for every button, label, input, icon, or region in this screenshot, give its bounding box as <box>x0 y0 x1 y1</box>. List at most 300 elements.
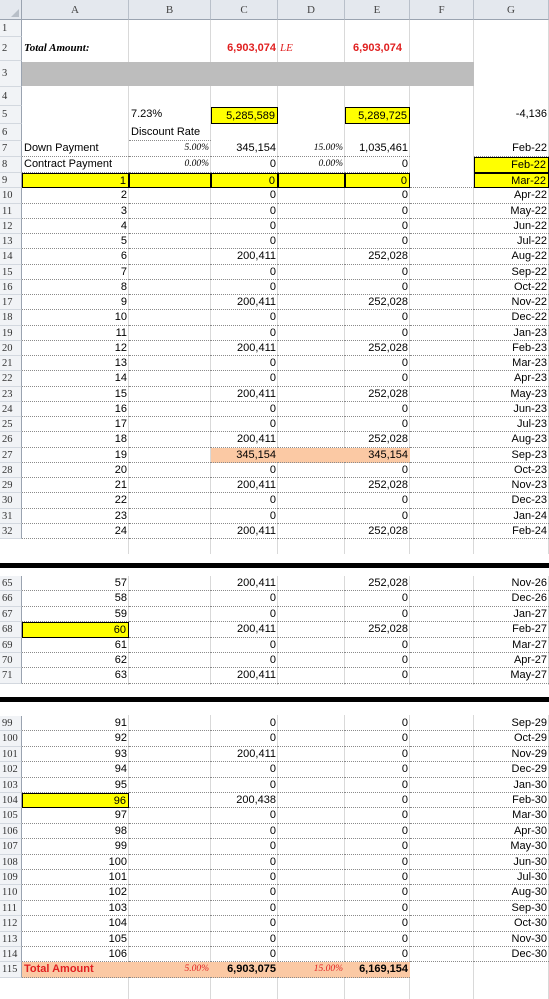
installment-number-cell[interactable]: 106 <box>22 947 129 962</box>
cell-d[interactable] <box>278 808 345 823</box>
installment-number-cell[interactable]: 3 <box>22 204 129 219</box>
row-header[interactable]: 32 <box>0 524 22 539</box>
due-date-cell[interactable]: Dec-29 <box>474 762 549 777</box>
cell-d[interactable] <box>278 591 345 606</box>
cell-d[interactable] <box>278 295 345 310</box>
row-header[interactable]: 30 <box>0 493 22 508</box>
payment-e-cell[interactable]: 0 <box>345 731 410 746</box>
payment-e-cell[interactable]: 0 <box>345 778 410 793</box>
cell-f[interactable] <box>410 932 474 947</box>
row-header[interactable]: 25 <box>0 417 22 432</box>
payment-c-cell[interactable]: 0 <box>211 310 278 325</box>
payment-e-cell[interactable]: 0 <box>345 638 410 653</box>
row-header[interactable]: 115 <box>0 962 22 978</box>
cell-f[interactable] <box>410 478 474 493</box>
cell-d[interactable] <box>278 778 345 793</box>
payment-e-cell[interactable]: 0 <box>345 762 410 777</box>
row-header[interactable]: 100 <box>0 731 22 746</box>
cell-f[interactable] <box>410 638 474 653</box>
due-date-cell[interactable]: Aug-22 <box>474 249 549 264</box>
payment-c-cell[interactable]: 200,411 <box>211 478 278 493</box>
cell-b[interactable] <box>129 824 211 839</box>
cell-b[interactable] <box>129 885 211 900</box>
installment-number-cell[interactable]: 103 <box>22 901 129 916</box>
payment-c-cell[interactable]: 0 <box>211 417 278 432</box>
payment-e-cell[interactable]: 252,028 <box>345 524 410 539</box>
cell-b[interactable] <box>129 341 211 356</box>
payment-e-cell[interactable]: 0 <box>345 188 410 203</box>
cell-f[interactable] <box>410 326 474 341</box>
cell-b[interactable] <box>129 716 211 731</box>
cell-f[interactable] <box>410 265 474 280</box>
due-date-cell[interactable]: Jun-22 <box>474 219 549 234</box>
cell-b[interactable] <box>129 747 211 762</box>
cell-f[interactable] <box>410 901 474 916</box>
due-date-cell[interactable]: Sep-22 <box>474 265 549 280</box>
total-b-pct[interactable]: 5.00% <box>129 962 211 978</box>
column-header-c[interactable]: C <box>211 0 278 20</box>
cell-f[interactable] <box>410 653 474 668</box>
due-date-cell[interactable]: Jan-24 <box>474 509 549 524</box>
payment-c-cell[interactable]: 0 <box>211 607 278 622</box>
installment-number-cell[interactable]: 94 <box>22 762 129 777</box>
cell-b[interactable] <box>129 417 211 432</box>
cell-b[interactable] <box>129 356 211 371</box>
payment-c-cell[interactable]: 200,411 <box>211 295 278 310</box>
due-date-cell[interactable]: Jan-30 <box>474 778 549 793</box>
cell-f[interactable] <box>410 839 474 854</box>
installment-number-cell[interactable]: 62 <box>22 653 129 668</box>
payment-e-cell[interactable]: 0 <box>345 747 410 762</box>
cell-b[interactable] <box>129 855 211 870</box>
due-date-cell[interactable]: Mar-27 <box>474 638 549 653</box>
cell-f[interactable] <box>410 310 474 325</box>
payment-e-cell[interactable]: 0 <box>345 855 410 870</box>
payment-c-cell[interactable]: 0 <box>211 173 278 188</box>
cell-f[interactable] <box>410 234 474 249</box>
contract-payment-e-value[interactable]: 0 <box>345 157 410 173</box>
cell-d[interactable] <box>278 947 345 962</box>
row-header[interactable]: 24 <box>0 402 22 417</box>
cell-f[interactable] <box>410 280 474 295</box>
payment-c-cell[interactable]: 0 <box>211 402 278 417</box>
cell-b[interactable] <box>129 326 211 341</box>
payment-c-cell[interactable]: 0 <box>211 463 278 478</box>
cell-d[interactable] <box>278 793 345 808</box>
installment-number-cell[interactable]: 97 <box>22 808 129 823</box>
cell-f[interactable] <box>410 204 474 219</box>
cell-b[interactable] <box>129 402 211 417</box>
payment-c-cell[interactable]: 0 <box>211 916 278 931</box>
row-header[interactable]: 66 <box>0 591 22 606</box>
cell-f[interactable] <box>410 793 474 808</box>
cell-b[interactable] <box>129 607 211 622</box>
cell-b[interactable] <box>129 280 211 295</box>
cell-d[interactable] <box>278 901 345 916</box>
payment-c-cell[interactable]: 0 <box>211 839 278 854</box>
payment-c-cell[interactable]: 0 <box>211 234 278 249</box>
row-header[interactable]: 7 <box>0 141 22 157</box>
cell-b[interactable] <box>129 371 211 386</box>
installment-number-cell[interactable]: 96 <box>22 793 129 808</box>
contract-payment-date[interactable]: Feb-22 <box>474 157 549 173</box>
installment-number-cell[interactable]: 5 <box>22 234 129 249</box>
payment-e-cell[interactable]: 0 <box>345 932 410 947</box>
installment-number-cell[interactable]: 61 <box>22 638 129 653</box>
row-header[interactable]: 71 <box>0 668 22 683</box>
column-header-e[interactable]: E <box>345 0 410 20</box>
payment-c-cell[interactable]: 0 <box>211 509 278 524</box>
payment-e-cell[interactable]: 0 <box>345 280 410 295</box>
row-header[interactable]: 23 <box>0 387 22 402</box>
installment-number-cell[interactable]: 57 <box>22 576 129 591</box>
row-header[interactable]: 111 <box>0 901 22 916</box>
cell-f[interactable] <box>410 356 474 371</box>
payment-c-cell[interactable]: 0 <box>211 778 278 793</box>
installment-number-cell[interactable]: 60 <box>22 622 129 637</box>
cell-d[interactable] <box>278 653 345 668</box>
due-date-cell[interactable]: Mar-23 <box>474 356 549 371</box>
row-header[interactable]: 26 <box>0 432 22 447</box>
row-header[interactable]: 70 <box>0 653 22 668</box>
due-date-cell[interactable]: Jul-30 <box>474 870 549 885</box>
currency-label[interactable]: LE <box>280 42 293 54</box>
down-payment-c-value[interactable]: 345,154 <box>211 141 278 157</box>
row-header[interactable]: 21 <box>0 356 22 371</box>
due-date-cell[interactable]: Mar-30 <box>474 808 549 823</box>
cell-b[interactable] <box>129 591 211 606</box>
payment-e-cell[interactable]: 0 <box>345 219 410 234</box>
payment-e-cell[interactable]: 0 <box>345 173 410 188</box>
cell-d[interactable] <box>278 668 345 683</box>
total-amount-e-value[interactable]: 6,903,074 <box>353 42 402 54</box>
payment-e-cell[interactable]: 0 <box>345 463 410 478</box>
installment-number-cell[interactable]: 6 <box>22 249 129 264</box>
cell-b[interactable] <box>129 653 211 668</box>
cell-b[interactable] <box>129 901 211 916</box>
contract-payment-b-pct[interactable]: 0.00% <box>129 157 211 173</box>
cell-f[interactable] <box>410 417 474 432</box>
due-date-cell[interactable]: Apr-23 <box>474 371 549 386</box>
due-date-cell[interactable]: Apr-30 <box>474 824 549 839</box>
cell-d[interactable] <box>278 371 345 386</box>
cell-f[interactable] <box>410 607 474 622</box>
total-d-pct[interactable]: 15.00% <box>278 962 345 978</box>
total-amount-header-label[interactable]: Total Amount: <box>24 42 90 54</box>
cell-b[interactable] <box>129 265 211 280</box>
installment-number-cell[interactable]: 11 <box>22 326 129 341</box>
cell-f[interactable] <box>410 509 474 524</box>
cell-b[interactable] <box>129 762 211 777</box>
payment-c-cell[interactable]: 0 <box>211 188 278 203</box>
cell-d[interactable] <box>278 916 345 931</box>
row-header[interactable]: 99 <box>0 716 22 731</box>
cell-d[interactable] <box>278 747 345 762</box>
payment-c-cell[interactable]: 200,411 <box>211 622 278 637</box>
cell-f[interactable] <box>410 524 474 539</box>
payment-c-cell[interactable]: 0 <box>211 280 278 295</box>
cell-f[interactable] <box>410 493 474 508</box>
cell-f[interactable] <box>410 947 474 962</box>
payment-c-cell[interactable]: 0 <box>211 265 278 280</box>
payment-c-cell[interactable]: 0 <box>211 591 278 606</box>
cell-d[interactable] <box>278 173 345 188</box>
cell-f[interactable] <box>410 747 474 762</box>
cell-f-total[interactable] <box>410 962 474 978</box>
row-header[interactable]: 12 <box>0 219 22 234</box>
payment-e-cell[interactable]: 0 <box>345 326 410 341</box>
cell-f[interactable] <box>410 855 474 870</box>
row-header[interactable]: 10 <box>0 188 22 203</box>
row-header[interactable]: 17 <box>0 295 22 310</box>
cell-d[interactable] <box>278 310 345 325</box>
cell-f[interactable] <box>410 173 474 188</box>
payment-e-cell[interactable]: 0 <box>345 234 410 249</box>
row-header[interactable]: 6 <box>0 124 22 141</box>
cell-d[interactable] <box>278 280 345 295</box>
installment-number-cell[interactable]: 4 <box>22 219 129 234</box>
cell-b[interactable] <box>129 932 211 947</box>
down-payment-b-pct[interactable]: 5.00% <box>129 141 211 157</box>
installment-number-cell[interactable]: 100 <box>22 855 129 870</box>
installment-number-cell[interactable]: 8 <box>22 280 129 295</box>
cell-d[interactable] <box>278 249 345 264</box>
payment-c-cell[interactable]: 0 <box>211 870 278 885</box>
installment-number-cell[interactable]: 17 <box>22 417 129 432</box>
cell-f[interactable] <box>410 916 474 931</box>
due-date-cell[interactable]: Feb-30 <box>474 793 549 808</box>
cell-b[interactable] <box>129 839 211 854</box>
installment-number-cell[interactable]: 15 <box>22 387 129 402</box>
payment-e-cell[interactable]: 0 <box>345 493 410 508</box>
cell-b[interactable] <box>129 576 211 591</box>
cell-d[interactable] <box>278 607 345 622</box>
installment-number-cell[interactable]: 23 <box>22 509 129 524</box>
row-header[interactable]: 103 <box>0 778 22 793</box>
cell-b[interactable] <box>129 173 211 188</box>
installment-number-cell[interactable]: 24 <box>22 524 129 539</box>
due-date-cell[interactable]: May-22 <box>474 204 549 219</box>
payment-c-cell[interactable]: 0 <box>211 638 278 653</box>
payment-c-cell[interactable]: 0 <box>211 762 278 777</box>
due-date-cell[interactable]: Nov-26 <box>474 576 549 591</box>
cell-b[interactable] <box>129 219 211 234</box>
cell-d[interactable] <box>278 387 345 402</box>
column-header-f[interactable]: F <box>410 0 474 20</box>
cell-b[interactable] <box>129 295 211 310</box>
payment-e-cell[interactable]: 0 <box>345 653 410 668</box>
installment-number-cell[interactable]: 14 <box>22 371 129 386</box>
row-header[interactable]: 5 <box>0 106 22 124</box>
payment-e-cell[interactable]: 0 <box>345 509 410 524</box>
row-header[interactable]: 104 <box>0 793 22 808</box>
due-date-cell[interactable]: Sep-30 <box>474 901 549 916</box>
installment-number-cell[interactable]: 19 <box>22 448 129 463</box>
payment-e-cell[interactable]: 0 <box>345 824 410 839</box>
due-date-cell[interactable]: Jan-27 <box>474 607 549 622</box>
cell-d[interactable] <box>278 638 345 653</box>
cell-f[interactable] <box>410 402 474 417</box>
payment-e-cell[interactable]: 0 <box>345 901 410 916</box>
cell-d[interactable] <box>278 341 345 356</box>
due-date-cell[interactable]: Nov-22 <box>474 295 549 310</box>
payment-c-cell[interactable]: 200,411 <box>211 249 278 264</box>
cell-f[interactable] <box>410 762 474 777</box>
grey-banner-cell[interactable] <box>22 62 474 86</box>
cell-b[interactable] <box>129 808 211 823</box>
cell-b[interactable] <box>129 778 211 793</box>
payment-e-cell[interactable]: 0 <box>345 371 410 386</box>
payment-c-cell[interactable]: 200,411 <box>211 341 278 356</box>
cell-b[interactable] <box>129 188 211 203</box>
down-payment-label[interactable]: Down Payment <box>22 141 129 157</box>
npv-c-cell[interactable]: 5,285,589 <box>211 107 278 124</box>
payment-c-cell[interactable]: 0 <box>211 885 278 900</box>
payment-c-cell[interactable]: 200,411 <box>211 524 278 539</box>
payment-c-cell[interactable]: 0 <box>211 855 278 870</box>
cell-f[interactable] <box>410 591 474 606</box>
payment-e-cell[interactable]: 345,154 <box>345 448 410 463</box>
payment-c-cell[interactable]: 0 <box>211 653 278 668</box>
cell-f[interactable] <box>410 824 474 839</box>
cell-b[interactable] <box>129 204 211 219</box>
cell-f[interactable] <box>410 808 474 823</box>
installment-number-cell[interactable]: 9 <box>22 295 129 310</box>
row-header[interactable]: 31 <box>0 509 22 524</box>
row-header[interactable]: 2 <box>0 37 22 61</box>
cell-b[interactable] <box>129 731 211 746</box>
cell-d[interactable] <box>278 326 345 341</box>
cell-d[interactable] <box>278 265 345 280</box>
installment-number-cell[interactable]: 98 <box>22 824 129 839</box>
row-header[interactable]: 113 <box>0 932 22 947</box>
cell-d[interactable] <box>278 509 345 524</box>
payment-e-cell[interactable]: 0 <box>345 591 410 606</box>
payment-e-cell[interactable]: 0 <box>345 402 410 417</box>
payment-c-cell[interactable]: 0 <box>211 371 278 386</box>
payment-e-cell[interactable]: 0 <box>345 668 410 683</box>
due-date-cell[interactable]: Jun-30 <box>474 855 549 870</box>
payment-c-cell[interactable]: 0 <box>211 901 278 916</box>
payment-c-cell[interactable]: 0 <box>211 219 278 234</box>
installment-number-cell[interactable]: 58 <box>22 591 129 606</box>
due-date-cell[interactable]: Aug-30 <box>474 885 549 900</box>
cell-b[interactable] <box>129 916 211 931</box>
due-date-cell[interactable]: Nov-23 <box>474 478 549 493</box>
cell-d[interactable] <box>278 493 345 508</box>
cell-b[interactable] <box>129 793 211 808</box>
cell-f[interactable] <box>410 387 474 402</box>
total-c-value[interactable]: 6,903,075 <box>211 962 278 978</box>
payment-e-cell[interactable]: 0 <box>345 916 410 931</box>
cell-d[interactable] <box>278 762 345 777</box>
payment-c-cell[interactable]: 0 <box>211 356 278 371</box>
cell-b[interactable] <box>129 870 211 885</box>
cell-d[interactable] <box>278 576 345 591</box>
installment-number-cell[interactable]: 105 <box>22 932 129 947</box>
installment-number-cell[interactable]: 91 <box>22 716 129 731</box>
installment-number-cell[interactable]: 2 <box>22 188 129 203</box>
cell-f[interactable] <box>410 371 474 386</box>
payment-e-cell[interactable]: 0 <box>345 716 410 731</box>
row-header[interactable]: 28 <box>0 463 22 478</box>
cell-g-total[interactable] <box>474 962 549 978</box>
due-date-cell[interactable]: Apr-22 <box>474 188 549 203</box>
cell-b[interactable] <box>129 493 211 508</box>
payment-c-cell[interactable]: 200,411 <box>211 576 278 591</box>
row-header[interactable]: 69 <box>0 638 22 653</box>
due-date-cell[interactable]: Sep-29 <box>474 716 549 731</box>
payment-c-cell[interactable]: 0 <box>211 824 278 839</box>
installment-number-cell[interactable]: 22 <box>22 493 129 508</box>
cell-d[interactable] <box>278 234 345 249</box>
cell-b[interactable] <box>129 668 211 683</box>
down-payment-d-pct[interactable]: 15.00% <box>278 141 345 157</box>
payment-e-cell[interactable]: 0 <box>345 417 410 432</box>
row-header[interactable]: 19 <box>0 326 22 341</box>
cell-d[interactable] <box>278 839 345 854</box>
payment-e-cell[interactable]: 0 <box>345 204 410 219</box>
column-header-g[interactable]: G <box>474 0 549 20</box>
contract-payment-c-value[interactable]: 0 <box>211 157 278 173</box>
installment-number-cell[interactable]: 59 <box>22 607 129 622</box>
cell-b[interactable] <box>129 509 211 524</box>
row-header[interactable]: 15 <box>0 265 22 280</box>
installment-number-cell[interactable]: 12 <box>22 341 129 356</box>
total-amount-c-value[interactable]: 6,903,074 <box>227 42 276 54</box>
cell-d[interactable] <box>278 188 345 203</box>
payment-c-cell[interactable]: 0 <box>211 731 278 746</box>
cell-b[interactable] <box>129 234 211 249</box>
down-payment-date[interactable]: Feb-22 <box>474 141 549 157</box>
payment-e-cell[interactable]: 252,028 <box>345 295 410 310</box>
cell-f[interactable] <box>410 778 474 793</box>
cell-f[interactable] <box>410 870 474 885</box>
row-header[interactable]: 18 <box>0 310 22 325</box>
due-date-cell[interactable]: Nov-29 <box>474 747 549 762</box>
due-date-cell[interactable]: Dec-30 <box>474 947 549 962</box>
payment-e-cell[interactable]: 0 <box>345 839 410 854</box>
cell-d[interactable] <box>278 402 345 417</box>
discount-rate-value[interactable]: 7.23% <box>131 108 163 120</box>
payment-c-cell[interactable]: 345,154 <box>211 448 278 463</box>
row-header[interactable]: 114 <box>0 947 22 962</box>
payment-c-cell[interactable]: 200,411 <box>211 387 278 402</box>
total-amount-label[interactable]: Total Amount <box>22 962 129 978</box>
payment-e-cell[interactable]: 252,028 <box>345 478 410 493</box>
due-date-cell[interactable]: Oct-30 <box>474 916 549 931</box>
payment-e-cell[interactable]: 252,028 <box>345 576 410 591</box>
due-date-cell[interactable]: Dec-23 <box>474 493 549 508</box>
cell-f[interactable] <box>410 432 474 447</box>
cell-f[interactable] <box>410 249 474 264</box>
payment-c-cell[interactable]: 200,438 <box>211 793 278 808</box>
row-header[interactable]: 1 <box>0 20 22 37</box>
total-e-value[interactable]: 6,169,154 <box>345 962 410 978</box>
payment-e-cell[interactable]: 252,028 <box>345 622 410 637</box>
npv-difference-cell[interactable]: -4,136 <box>515 108 547 120</box>
select-all-corner[interactable] <box>0 0 22 20</box>
due-date-cell[interactable]: Nov-30 <box>474 932 549 947</box>
cell-d[interactable] <box>278 448 345 463</box>
due-date-cell[interactable]: Dec-26 <box>474 591 549 606</box>
cell-f[interactable] <box>410 188 474 203</box>
cell-d[interactable] <box>278 524 345 539</box>
due-date-cell[interactable]: Sep-23 <box>474 448 549 463</box>
row-header[interactable]: 102 <box>0 762 22 777</box>
cell-b[interactable] <box>129 249 211 264</box>
row-header[interactable]: 112 <box>0 916 22 931</box>
